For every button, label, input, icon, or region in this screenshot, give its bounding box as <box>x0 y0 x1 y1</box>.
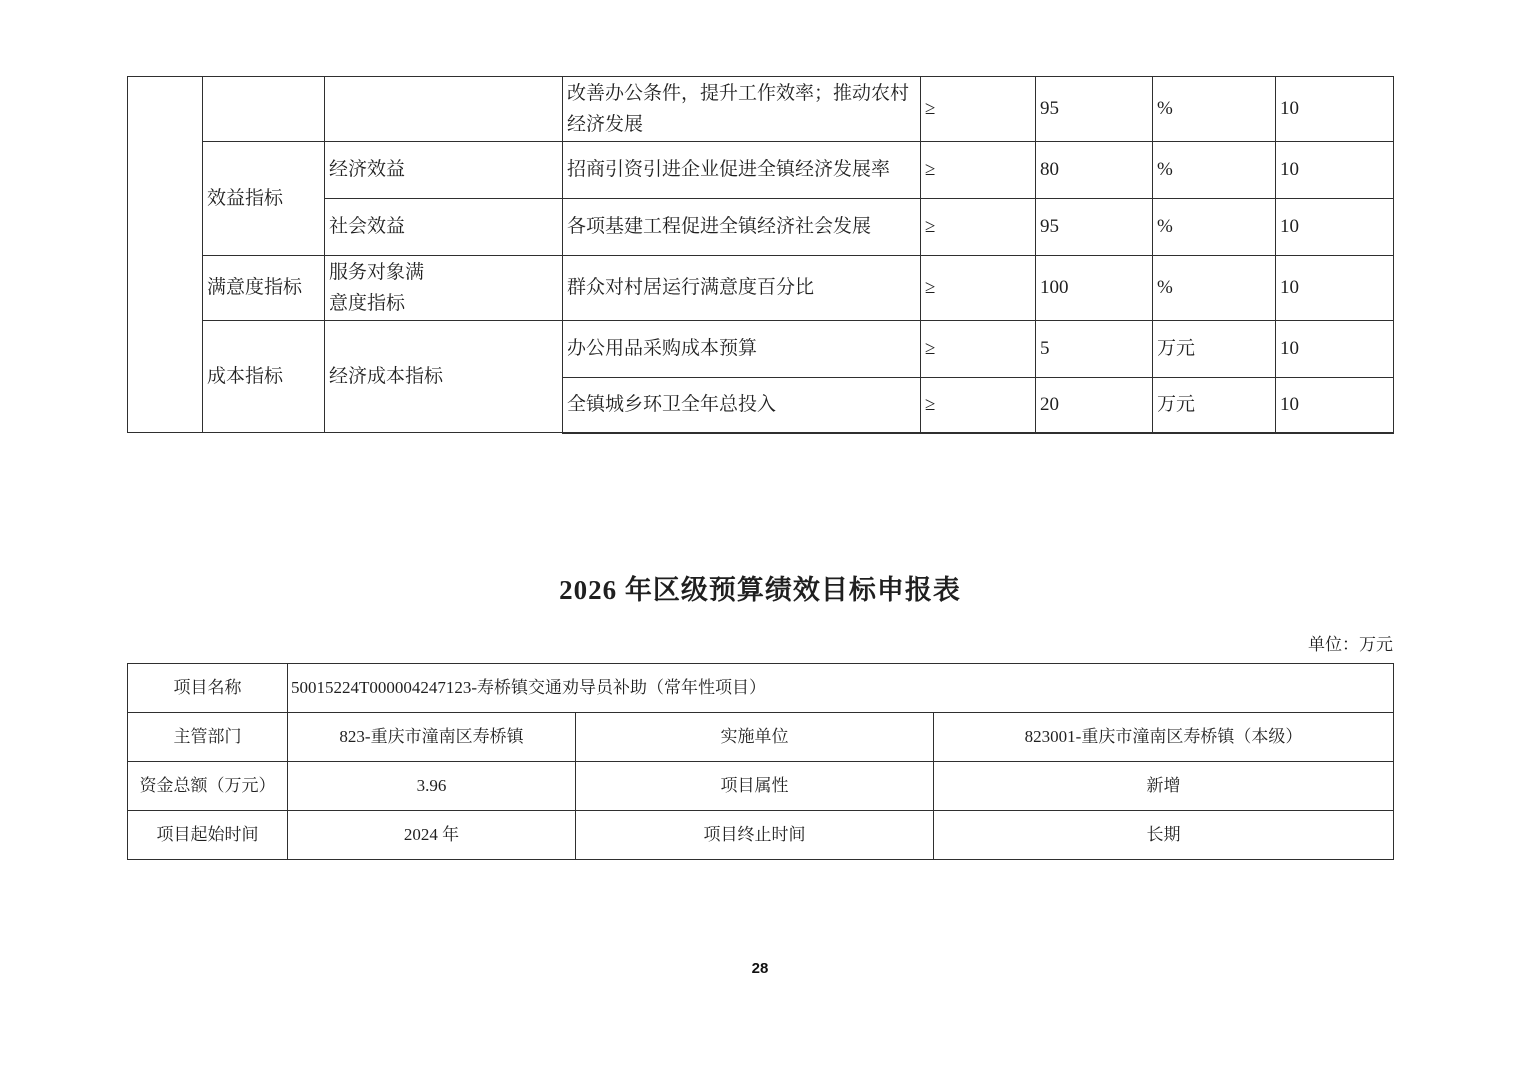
target-value-cell: 95 <box>1036 199 1153 256</box>
unit-cell: 万元 <box>1153 378 1276 433</box>
field-label-project-name: 项目名称 <box>128 664 288 713</box>
weight-cell: 10 <box>1276 321 1394 378</box>
subcategory-cell-economic: 经济效益 <box>325 142 563 199</box>
operator-cell: ≥ <box>921 256 1036 321</box>
subcategory-cell-empty <box>325 77 563 142</box>
weight-cell: 10 <box>1276 77 1394 142</box>
field-label-start-time: 项目起始时间 <box>128 811 288 860</box>
field-value-project-name: 50015224T000004247123-寿桥镇交通劝导员补助（常年性项目） <box>288 664 1394 713</box>
weight-cell: 10 <box>1276 256 1394 321</box>
field-value-total-amount: 3.96 <box>288 762 576 811</box>
unit-note: 单位：万元 <box>1308 635 1393 654</box>
table-row <box>128 713 1394 762</box>
weight-cell: 10 <box>1276 142 1394 199</box>
indicator-name-cell: 群众对村居运行满意度百分比 <box>563 256 921 321</box>
table-row <box>128 321 1394 378</box>
indicator-table <box>127 76 1394 434</box>
table-row <box>128 762 1394 811</box>
field-label-total-amount: 资金总额（万元） <box>128 762 288 811</box>
indicator-name-cell: 招商引资引进企业促进全镇经济发展率 <box>563 142 921 199</box>
field-label-project-attribute: 项目属性 <box>576 762 934 811</box>
operator-cell: ≥ <box>921 199 1036 256</box>
unit-cell: % <box>1153 199 1276 256</box>
field-label-end-time: 项目终止时间 <box>576 811 934 860</box>
field-label-department: 主管部门 <box>128 713 288 762</box>
category-cell-satisfaction: 满意度指标 <box>203 256 325 321</box>
target-value-cell: 5 <box>1036 321 1153 378</box>
table-row <box>128 142 1394 199</box>
subcategory-cell-service <box>325 256 563 321</box>
field-value-start-time: 2024 年 <box>288 811 576 860</box>
operator-cell: ≥ <box>921 77 1036 142</box>
field-value-project-attribute: 新增 <box>934 762 1394 811</box>
target-value-cell: 95 <box>1036 77 1153 142</box>
unit-cell: % <box>1153 77 1276 142</box>
weight-cell: 10 <box>1276 378 1394 433</box>
weight-cell: 10 <box>1276 199 1394 256</box>
operator-cell: ≥ <box>921 321 1036 378</box>
target-value-cell: 80 <box>1036 142 1153 199</box>
indicator-name-cell <box>563 77 921 142</box>
unit-cell: % <box>1153 256 1276 321</box>
subcategory-cell-cost-economic: 经济成本指标 <box>325 321 563 433</box>
unit-cell: % <box>1153 142 1276 199</box>
field-value-department: 823-重庆市潼南区寿桥镇 <box>288 713 576 762</box>
table-row <box>128 664 1394 713</box>
operator-cell: ≥ <box>921 378 1036 433</box>
table-row <box>128 256 1394 321</box>
field-label-implementing-unit: 实施单位 <box>576 713 934 762</box>
category-cell-empty <box>203 77 325 142</box>
target-value-cell: 20 <box>1036 378 1153 433</box>
table-row <box>128 811 1394 860</box>
page-number: 28 <box>751 960 769 977</box>
declaration-table <box>127 663 1394 860</box>
field-value-implementing-unit: 823001-重庆市潼南区寿桥镇（本级） <box>934 713 1394 762</box>
category-cell-benefit: 效益指标 <box>203 142 325 256</box>
category-cell-cost: 成本指标 <box>203 321 325 433</box>
indicator-name-cell: 办公用品采购成本预算 <box>563 321 921 378</box>
indicator-name-cell: 全镇城乡环卫全年总投入 <box>563 378 921 433</box>
unit-cell: 万元 <box>1153 321 1276 378</box>
page-title: 2026 年区级预算绩效目标申报表 <box>559 575 961 605</box>
empty-margin-cell <box>128 77 203 433</box>
subcategory-cell-social: 社会效益 <box>325 199 563 256</box>
operator-cell: ≥ <box>921 142 1036 199</box>
field-value-end-time: 长期 <box>934 811 1394 860</box>
subcategory-line1: 服务对象满 <box>329 262 425 283</box>
subcategory-line2: 意度指标 <box>329 293 406 314</box>
indicator-name-cell: 各项基建工程促进全镇经济社会发展 <box>563 199 921 256</box>
table-row <box>128 77 1394 142</box>
target-value-cell: 100 <box>1036 256 1153 321</box>
indicator-name-line2: 经济发展 <box>567 114 644 135</box>
indicator-name-line1: 改善办公条件，提升工作效率；推动农村 <box>567 83 910 104</box>
